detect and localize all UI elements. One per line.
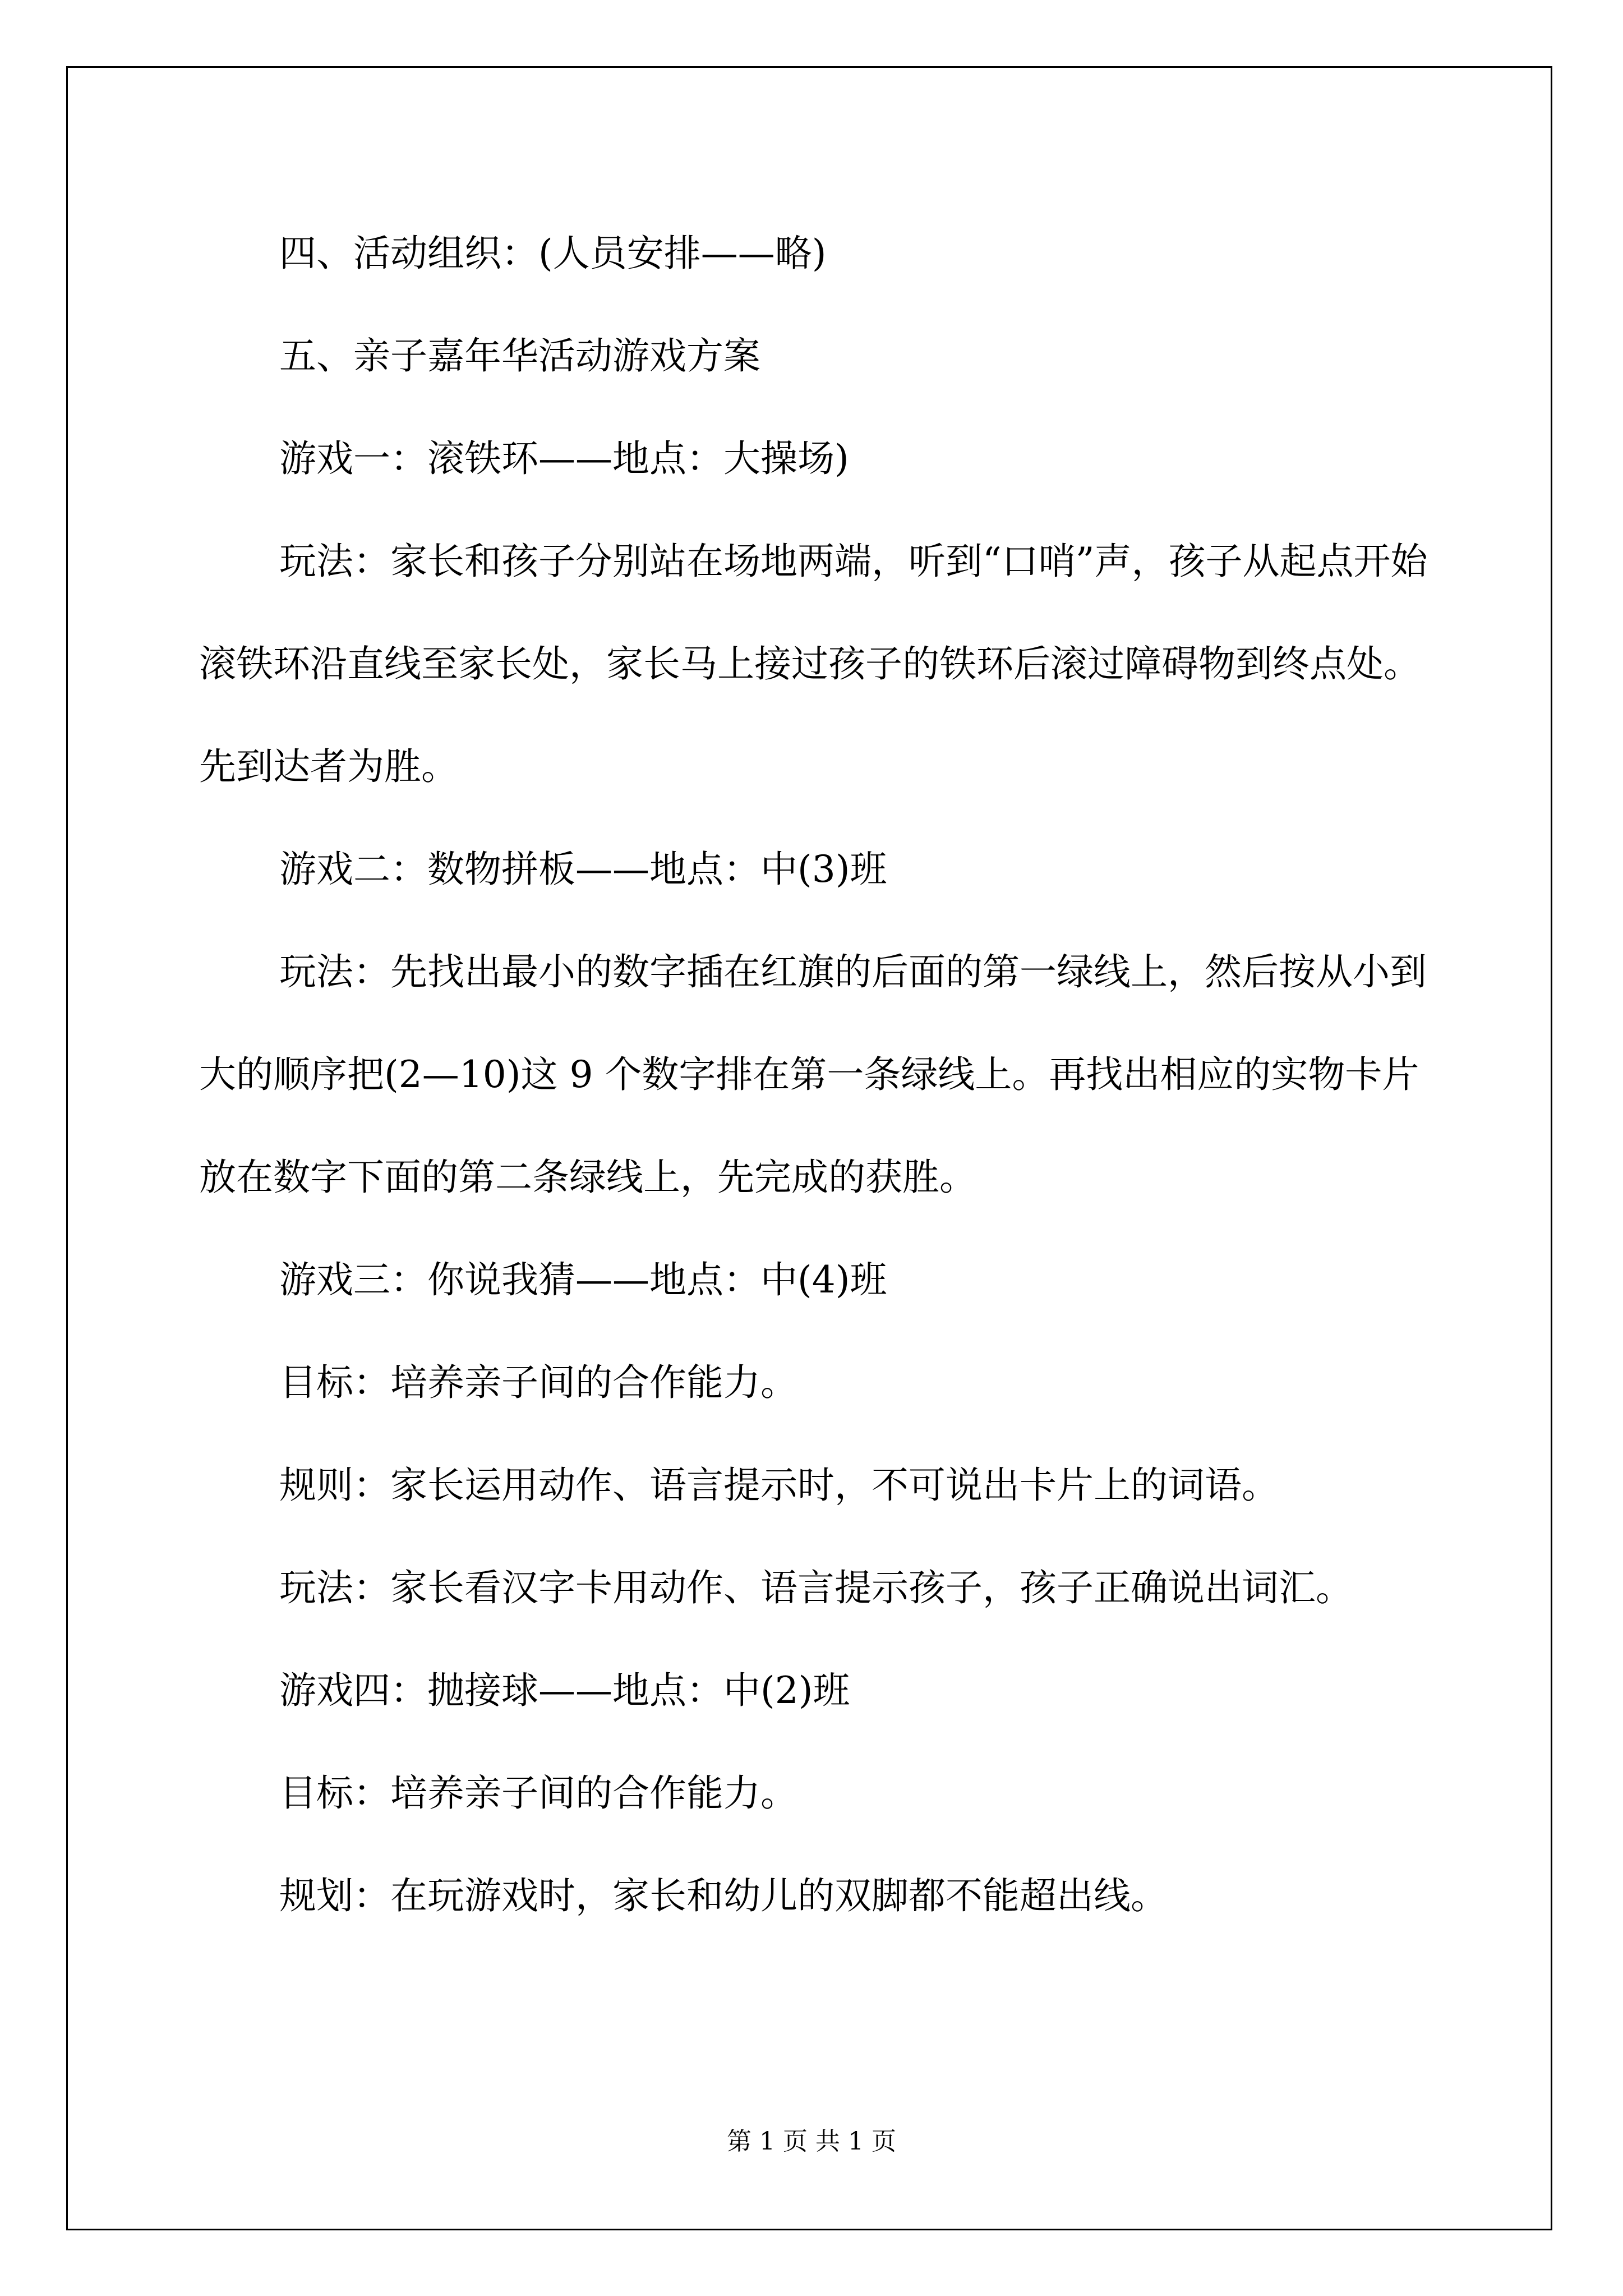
paragraph: 游戏一：滚铁环——地点：大操场) (279, 437, 849, 480)
paragraph: 规划：在玩游戏时，家长和幼儿的双脚都不能超出线。 (279, 1874, 1168, 1917)
paragraph: 四、活动组织：(人员安排——略) (279, 232, 827, 275)
paragraph: 玩法：家长看汉字卡用动作、语言提示孩子，孩子正确说出词汇。 (279, 1566, 1353, 1609)
document-body (199, 202, 1433, 1947)
paragraph: 游戏三：你说我猜——地点：中(4)班 (279, 1258, 887, 1301)
paragraph: 规则：家长运用动作、语言提示时，不可说出卡片上的词语。 (279, 1464, 1279, 1507)
paragraph: 五、亲子嘉年华活动游戏方案 (279, 334, 760, 378)
page-footer: 第 1 页 共 1 页 (727, 2127, 896, 2156)
paragraph: 玩法：家长和孩子分别站在场地两端，听到“口哨”声，孩子从起点开始滚铁环沿直线至家长处，家长马上接过孩子的铁环后滚过障碍物到终点处。先到达者为胜。 (199, 540, 1428, 788)
paragraph: 目标：培养亲子间的合作能力。 (279, 1772, 797, 1815)
paragraph: 目标：培养亲子间的合作能力。 (279, 1361, 797, 1404)
paragraph: 游戏二：数物拼板——地点：中(3)班 (279, 848, 887, 891)
paragraph: 玩法：先找出最小的数字插在红旗的后面的第一绿线上，然后按从小到大的顺序把(2—10)这 9 个数字排在第一条绿线上。再找出相应的实物卡片放在数字下面的第二条绿线上，先完成的获胜。 (199, 950, 1427, 1199)
paragraph: 游戏四：抛接球——地点：中(2)班 (279, 1669, 850, 1712)
